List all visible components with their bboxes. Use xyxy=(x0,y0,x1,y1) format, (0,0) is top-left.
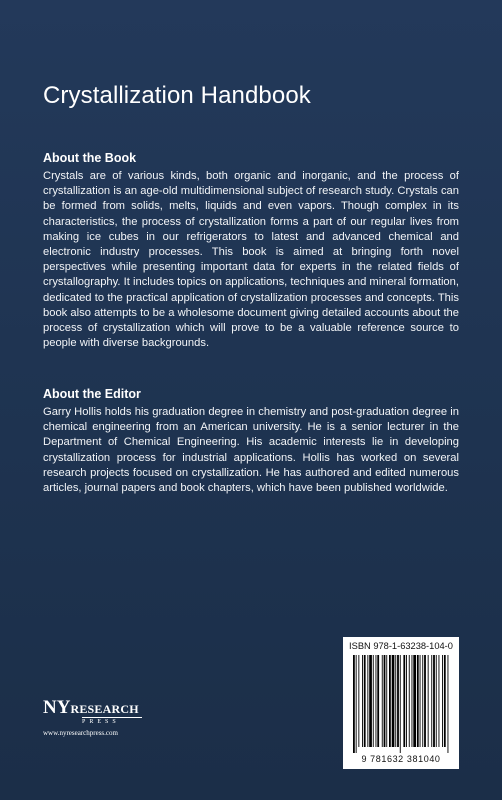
barcode-bar xyxy=(397,655,399,747)
barcode-bar xyxy=(362,655,363,747)
barcode-bars xyxy=(351,655,451,753)
barcode-bar xyxy=(444,655,446,747)
barcode-bar xyxy=(413,655,416,747)
barcode-bar xyxy=(424,655,426,747)
barcode-bar xyxy=(422,655,423,747)
barcode-bar xyxy=(382,655,383,747)
isbn-label: ISBN 978-1-63238-104-0 xyxy=(349,641,453,651)
barcode-bar xyxy=(369,655,372,747)
barcode-bar xyxy=(406,655,407,747)
barcode-bar xyxy=(442,655,443,747)
barcode-bar xyxy=(412,655,413,747)
barcode-bar xyxy=(428,655,429,747)
barcode-bar xyxy=(356,655,357,753)
barcode-bar xyxy=(448,655,449,753)
barcode-bar xyxy=(431,655,432,747)
barcode-bar xyxy=(409,655,410,747)
about-editor-heading: About the Editor xyxy=(43,387,141,401)
barcode-bar xyxy=(417,655,419,747)
about-editor-text: Garry Hollis holds his graduation degree in chemistry and post-graduation degree in chemical engineering from an American university. He is a senior lecturer in the Department of Chemical Engineering. His academic interests lie in developing crystallization process for industrial applications. Hollis has worked on several research projects focused on crystallization. He has authored and edited numerous articles, journal papers and book chapters, which have been published worldwide. xyxy=(43,406,459,495)
barcode-bar xyxy=(358,655,359,747)
barcode-bar xyxy=(436,655,437,747)
barcode-bar xyxy=(403,655,405,747)
about-book-text: Crystals are of various kinds, both organic and inorganic, and the process of crystallization is an age-old multidimensional subject of research study. Crystals can be formed from solids, melts, liquids and even vapors. Though complex in its characteristics, the process of crystallization forms a part of our regular lives from making ice cubes in our refrigerators to latest and advanced chemical and electronic industry processes. This book is aimed at bringing forth novel perspectives while presenting important data for experts in the related fields of crystallography. It includes topics on applications, techniques and mineral formation, dedicated to the practical application of crystallization processes and concepts. This book also attempts to be a wholesome document giving detailed accounts about the process of crystallization which will prove to be a valuable reference source to people with diverse backgrounds. xyxy=(43,170,459,350)
publisher-url: www.nyresearchpress.com xyxy=(43,729,118,737)
barcode-bar xyxy=(373,655,374,747)
barcode-bar xyxy=(395,655,396,747)
barcode-bar xyxy=(364,655,366,747)
logo-press: PRESS xyxy=(82,719,120,725)
barcode-digits: 9 781632 381040 xyxy=(361,754,441,764)
barcode-bar xyxy=(386,655,387,747)
barcode-bar xyxy=(420,655,421,747)
logo-divider xyxy=(82,717,142,718)
about-book-heading: About the Book xyxy=(43,151,137,165)
barcode-bar xyxy=(367,655,368,747)
barcode-bar xyxy=(377,655,379,747)
book-title: Crystallization Handbook xyxy=(43,82,311,109)
barcode-bar xyxy=(353,655,355,753)
barcode-bar xyxy=(376,655,377,747)
barcode-bar xyxy=(400,655,401,753)
barcode-bar xyxy=(439,655,440,747)
isbn-barcode xyxy=(343,637,459,769)
barcode-bar xyxy=(384,655,386,747)
logo-ny: NY xyxy=(43,697,71,718)
barcode-bar xyxy=(392,655,395,747)
logo-research: RESEARCH xyxy=(70,702,139,716)
barcode-bar xyxy=(389,655,391,747)
barcode-bar xyxy=(433,655,435,747)
